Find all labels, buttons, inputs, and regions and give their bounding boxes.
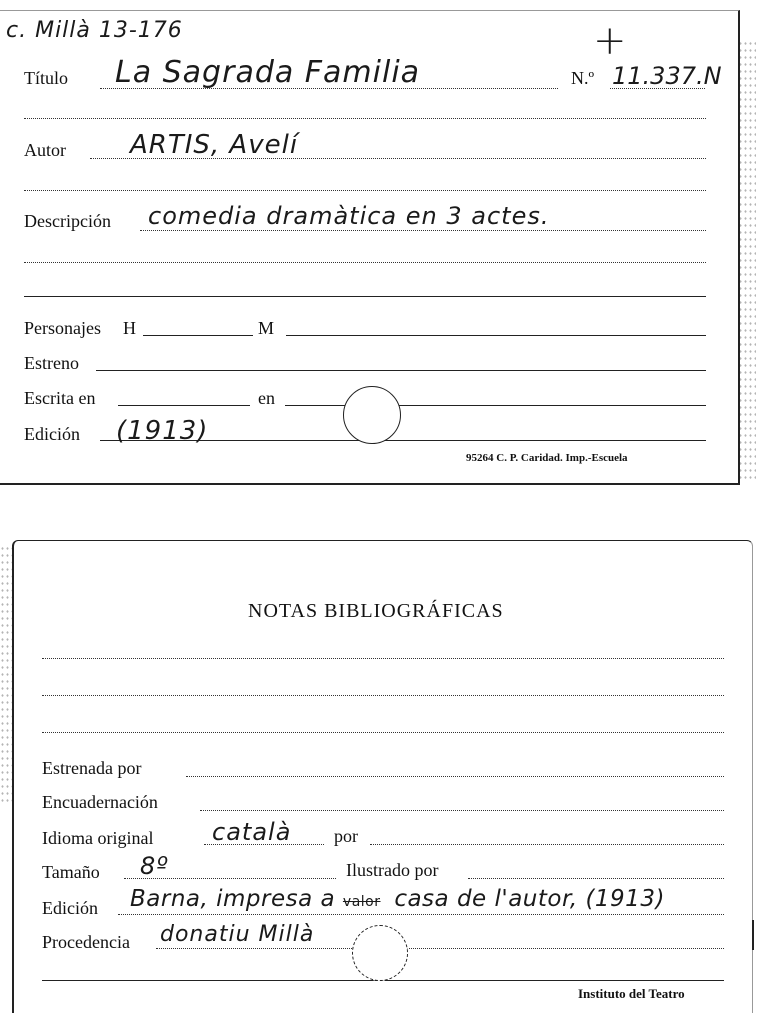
titulo-label: Título xyxy=(24,68,68,88)
edicion-label: Edición xyxy=(24,424,80,444)
procedencia-line xyxy=(156,948,724,949)
edicion-text-1: Barna, impresa a xyxy=(130,886,336,912)
en-label: en xyxy=(258,388,275,408)
descripcion-line xyxy=(140,230,706,231)
punch-hole-front xyxy=(343,386,401,444)
descripcion-label: Descripción xyxy=(24,211,111,231)
titulo-value: La Sagrada Familia xyxy=(115,55,421,90)
notas-edicion-value xyxy=(130,886,665,912)
reference-note: c. Millà 13-176 xyxy=(6,18,183,43)
notas-heading: NOTAS BIBLIOGRÁFICAS xyxy=(248,600,504,622)
procedencia-label: Procedencia xyxy=(42,932,130,952)
encuadernacion-line xyxy=(200,810,724,811)
h-line xyxy=(143,335,253,336)
ilustrado-label: Ilustrado por xyxy=(346,860,439,880)
institute-footer: Instituto del Teatro xyxy=(578,986,685,1001)
notas-edicion-label: Edición xyxy=(42,898,98,918)
autor-value: ARTIS, Avelí xyxy=(130,130,299,160)
m-label: M xyxy=(258,318,275,338)
descripcion-extra-line-2 xyxy=(24,296,706,297)
notas-line-3 xyxy=(42,732,724,733)
estreno-line xyxy=(96,370,706,371)
estrenada-label: Estrenada por xyxy=(42,758,142,778)
personajes-label: Personajes xyxy=(24,318,101,338)
printer-mark: 95264 C. P. Caridad. Imp.-Escuela xyxy=(466,452,628,464)
numero-label: N.º xyxy=(571,68,595,88)
scan-noise-left xyxy=(0,545,12,805)
estreno-label: Estreno xyxy=(24,353,79,373)
edicion-strikeout: valor xyxy=(342,894,381,910)
punch-hole-back xyxy=(352,925,408,981)
encuadernacion-label: Encuadernación xyxy=(42,792,158,812)
scan-noise-right xyxy=(738,40,756,480)
numero-value: 11.337.N xyxy=(612,62,722,90)
ilustrado-line xyxy=(468,878,724,879)
escrita-line xyxy=(118,405,250,406)
estrenada-line xyxy=(186,776,724,777)
autor-extra-line xyxy=(24,190,706,191)
notas-line-2 xyxy=(42,695,724,696)
escrita-label: Escrita en xyxy=(24,388,96,408)
edicion-text-2: casa de l'autor, (1913) xyxy=(394,886,665,912)
tamano-label: Tamaño xyxy=(42,862,100,882)
idioma-value: català xyxy=(212,818,292,846)
edge-mark xyxy=(752,920,754,950)
autor-label: Autor xyxy=(24,140,66,160)
notas-edicion-line xyxy=(118,914,724,915)
h-label: H xyxy=(123,318,136,338)
descripcion-value: comedia dramàtica en 3 actes. xyxy=(148,202,550,230)
titulo-extra-line xyxy=(24,118,706,119)
descripcion-extra-line-1 xyxy=(24,262,706,263)
tamano-value: 8º xyxy=(140,852,169,880)
cross-mark: + xyxy=(593,18,628,64)
por-line xyxy=(370,844,724,845)
por-label: por xyxy=(334,826,358,846)
edicion-value: (1913) xyxy=(116,416,209,446)
idioma-label: Idioma original xyxy=(42,828,154,848)
m-line xyxy=(286,335,706,336)
notas-line-1 xyxy=(42,658,724,659)
procedencia-value: donatiu Millà xyxy=(160,922,315,947)
